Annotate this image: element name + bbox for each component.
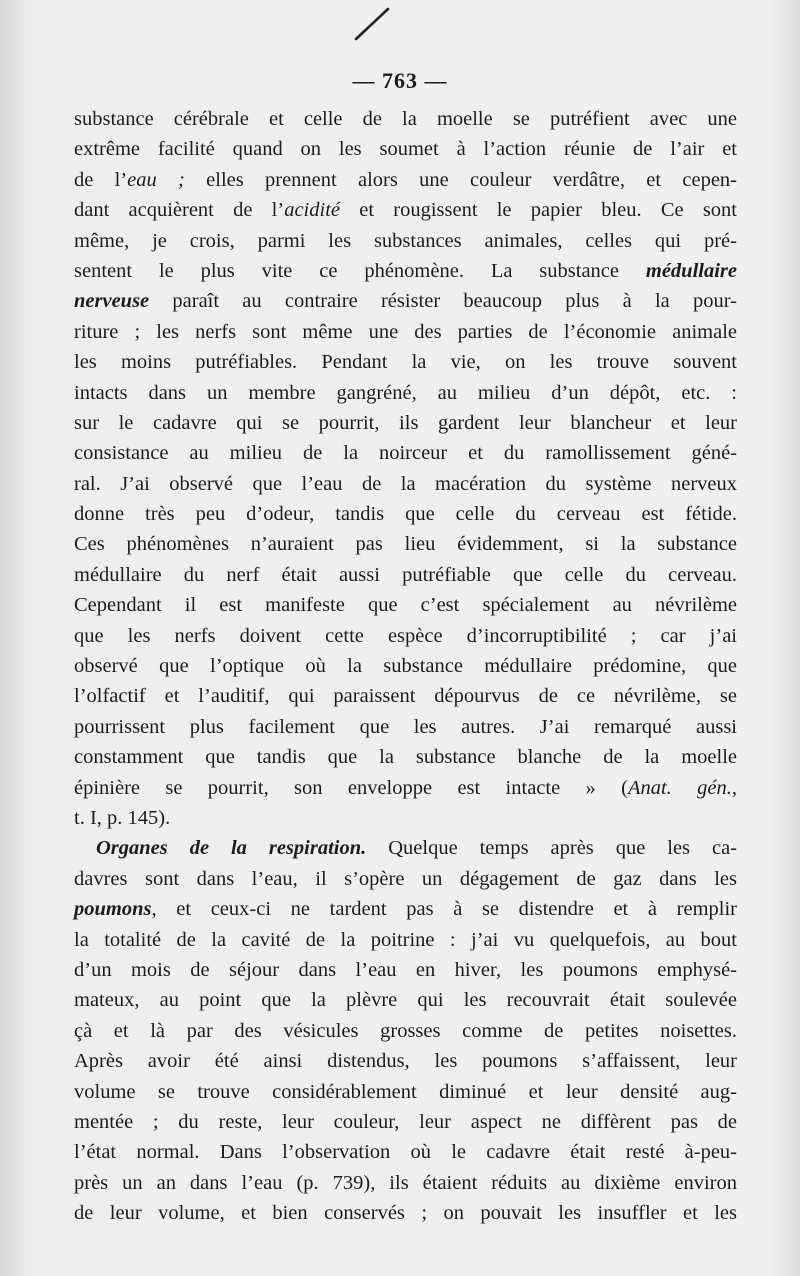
text-line: sur le cadavre qui se pourrit, ils gardent leur blancheur et leur	[74, 411, 737, 434]
text-line: la totalité de la cavité de la poitrine : j’ai vu quelquefois, au bout	[74, 928, 737, 951]
text-line: d’un mois de séjour dans l’eau en hiver, les poumons emphysé-	[74, 958, 737, 981]
text-line: extrême facilité quand on les soumet à l’action réunie de l’air et	[74, 138, 737, 161]
text-line: même, je crois, parmi les substances animales, celles qui pré-	[74, 229, 737, 252]
text-line: dant acquièrent de l’acidité et rougissent le papier bleu. Ce sont	[74, 199, 737, 222]
text-line: de l’eau ; elles prennent alors une couleur verdâtre, et cepen-	[74, 168, 737, 191]
text-line: consistance au milieu de la noirceur et du ramollissement géné-	[74, 442, 737, 465]
text-line: ral. J’ai observé que l’eau de la macération du système nerveux	[74, 472, 737, 495]
text-line: épinière se pourrit, son enveloppe est intacte » (Anat. gén.,	[74, 776, 737, 799]
text-line: intacts dans un membre gangréné, au milieu d’un dépôt, etc. :	[74, 381, 737, 404]
text-line: l’olfactif et l’auditif, qui paraissent dépourvus de ce névrilème, se	[74, 685, 737, 708]
text-line: constamment que tandis que la substance blanche de la moelle	[74, 746, 737, 769]
text-line: mateux, au point que la plèvre qui les recouvrait était soulevée	[74, 989, 737, 1012]
text-line: poumons, et ceux-ci ne tardent pas à se distendre et à remplir	[74, 898, 737, 921]
pen-stroke-mark	[352, 6, 392, 42]
text-line: nerveuse paraît au contraire résister beaucoup plus à la pour-	[74, 290, 737, 313]
text-line: mentée ; du reste, leur couleur, leur aspect ne diffèrent pas de	[74, 1110, 737, 1133]
page-number: — 763 —	[352, 68, 448, 93]
text-line: substance cérébrale et celle de la moelle se putréfient avec une	[74, 108, 737, 130]
text-line: çà et là par des vésicules grosses comme de petites noisettes.	[74, 1019, 737, 1042]
text-line: Cependant il est manifeste que c’est spécialement au névrilème	[74, 594, 737, 617]
text-line: Ces phénomènes n’auraient pas lieu évidemment, si la substance	[74, 533, 737, 556]
text-line: Organes de la respiration. Quelque temps après que les ca-	[96, 837, 737, 860]
text-line: de leur volume, et bien conservés ; on pouvait les insuffler et les	[74, 1202, 737, 1225]
text-line: observé que l’optique où la substance médullaire prédomine, que	[74, 655, 737, 678]
text-line: volume se trouve considérablement diminué et leur densité aug-	[74, 1080, 737, 1103]
text-line: pourrissent plus facilement que les autres. J’ai remarqué aussi	[74, 715, 737, 738]
text-line: l’état normal. Dans l’observation où le cadavre était resté à-peu-	[74, 1141, 737, 1164]
text-line: sentent le plus vite ce phénomène. La substance médullaire	[74, 259, 737, 282]
paragraph-respiration	[74, 833, 737, 1228]
text-line: que les nerfs doivent cette espèce d’incorruptibilité ; car j’ai	[74, 624, 737, 647]
text-line: t. I, p. 145).	[74, 806, 171, 829]
paragraph-nervous-substance	[74, 104, 737, 833]
text-line: près un an dans l’eau (p. 739), ils étaient réduits au dixième environ	[74, 1171, 737, 1194]
text-line: médullaire du nerf était aussi putréfiable que celle du cerveau.	[74, 563, 737, 586]
body-text	[74, 104, 737, 1228]
text-line: Après avoir été ainsi distendus, les poumons s’affaissent, leur	[74, 1050, 737, 1073]
text-line: riture ; les nerfs sont même une des parties de l’économie animale	[74, 320, 737, 343]
text-line: davres sont dans l’eau, il s’opère un dégagement de gaz dans les	[74, 867, 737, 890]
text-line: donne très peu d’odeur, tandis que celle du cerveau est fétide.	[74, 503, 737, 526]
text-line: les moins putréfiables. Pendant la vie, on les trouve souvent	[74, 351, 737, 374]
